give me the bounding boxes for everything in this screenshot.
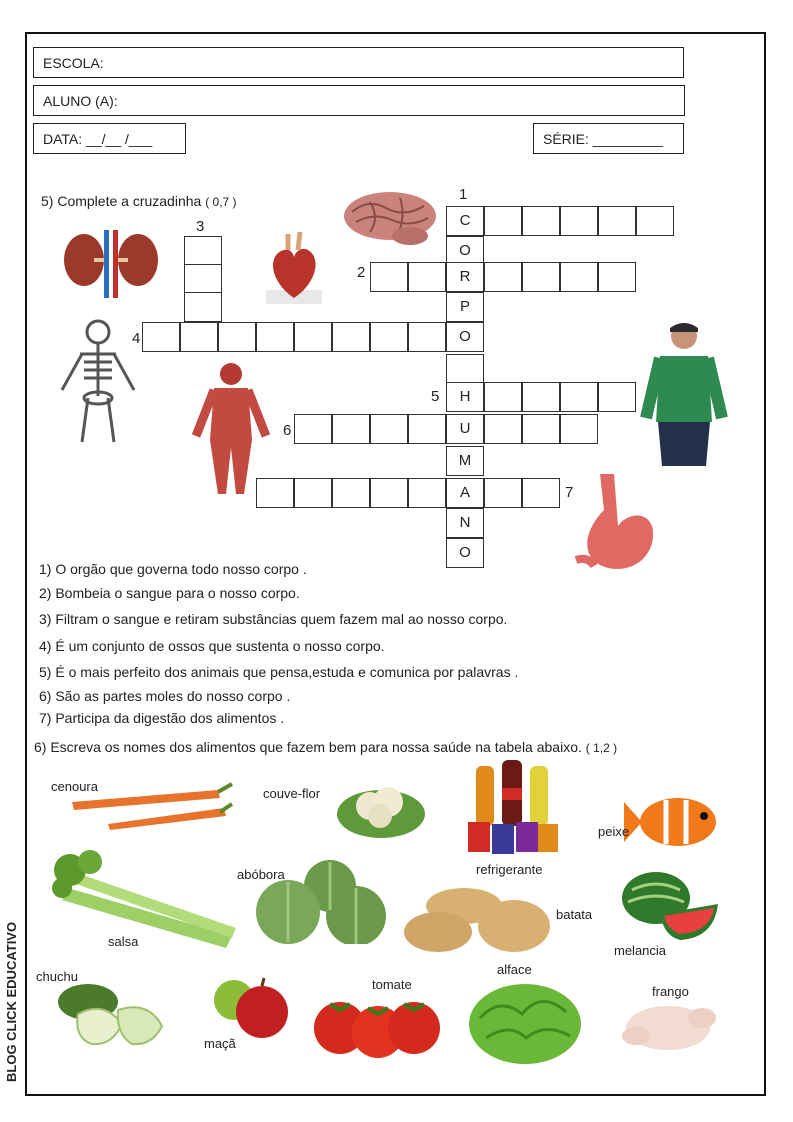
- grid-cell-3-0[interactable]: [184, 236, 222, 266]
- clue-number-6: 6: [283, 422, 292, 439]
- clue-3: 3) Filtram o sangue e retiram substâncias quem fazem mal ao nosso corpo.: [39, 611, 508, 627]
- grid-cell-word-11[interactable]: O: [446, 538, 484, 568]
- school-label: ESCOLA:: [43, 55, 104, 71]
- grid-cell-word-3[interactable]: P: [446, 292, 484, 322]
- grid-cell-word-9[interactable]: A: [446, 478, 484, 508]
- clue-number-3: 3: [196, 218, 205, 235]
- kidneys-image: [60, 228, 162, 300]
- grid-cell-1-5[interactable]: [636, 206, 674, 236]
- grid-cell-3-2[interactable]: [184, 292, 222, 322]
- grid-cell-4-6[interactable]: [218, 322, 256, 352]
- grid-cell-4-7[interactable]: [180, 322, 218, 352]
- date-label: DATA: __/__ /___: [43, 131, 153, 147]
- muscles-image: [192, 360, 270, 498]
- grid-cell-5-3[interactable]: [560, 382, 598, 412]
- grade-label: SÉRIE: _________: [543, 131, 663, 147]
- food-label-peixe: peixe: [598, 824, 630, 839]
- school-field[interactable]: [33, 47, 684, 78]
- grid-cell-7-l2[interactable]: [370, 478, 408, 508]
- clue-6: 6) São as partes moles do nosso corpo .: [39, 688, 291, 704]
- grid-cell-1-4[interactable]: [598, 206, 636, 236]
- food-label-cenoura: cenoura: [51, 779, 98, 794]
- food-label-refrigerante: refrigerante: [476, 862, 543, 877]
- grid-cell-2-2[interactable]: [522, 262, 560, 292]
- fish-image: [622, 788, 726, 854]
- food-label-batata: batata: [556, 907, 593, 922]
- grid-cell-4-3[interactable]: [332, 322, 370, 352]
- heart-image: [262, 228, 326, 308]
- grid-cell-6-l1[interactable]: [408, 414, 446, 444]
- chayote-image: [56, 980, 166, 1050]
- grid-cell-6-r3[interactable]: [560, 414, 598, 444]
- date-field[interactable]: [33, 123, 186, 154]
- cauliflower-image: [334, 778, 428, 840]
- stomach-image: [568, 470, 660, 574]
- potato-image: [402, 884, 554, 956]
- celery-image: [48, 848, 242, 954]
- grid-cell-4-2[interactable]: [370, 322, 408, 352]
- grid-cell-4-8[interactable]: [142, 322, 180, 352]
- skeleton-image: [52, 318, 140, 446]
- grid-cell-3-1[interactable]: [184, 264, 222, 294]
- grade-field[interactable]: [533, 123, 684, 154]
- grid-cell-2-1[interactable]: [484, 262, 522, 292]
- grid-cell-5-2[interactable]: [522, 382, 560, 412]
- grid-cell-word-6[interactable]: H: [446, 382, 484, 412]
- grid-cell-word-1[interactable]: O: [446, 236, 484, 266]
- clue-7: 7) Participa da digestão dos alimentos .: [39, 710, 285, 726]
- grid-cell-7-l3[interactable]: [332, 478, 370, 508]
- grid-cell-6-r2[interactable]: [522, 414, 560, 444]
- tomato-image: [312, 994, 442, 1058]
- student-label: ALUNO (A):: [43, 93, 118, 109]
- grid-cell-7-l4[interactable]: [294, 478, 332, 508]
- grid-cell-word-10[interactable]: N: [446, 508, 484, 538]
- food-label-abobora: abóbora: [237, 867, 285, 882]
- food-label-frango: frango: [652, 984, 689, 999]
- grid-cell-7-r2[interactable]: [522, 478, 560, 508]
- clue-4: 4) É um conjunto de ossos que sustenta o nosso corpo.: [39, 638, 385, 654]
- food-label-maca: maçã: [204, 1036, 236, 1051]
- watermelon-image: [620, 870, 720, 942]
- clue-number-5: 5: [431, 388, 440, 405]
- student-field[interactable]: [33, 85, 685, 116]
- grid-cell-word-4[interactable]: O: [446, 322, 484, 352]
- grid-cell-4-5[interactable]: [256, 322, 294, 352]
- question-6-points: ( 1,2 ): [585, 741, 618, 755]
- grid-cell-2-4[interactable]: [598, 262, 636, 292]
- question-5-points: ( 0,7 ): [205, 195, 237, 209]
- blog-watermark: BLOG CLICK EDUCATIVO: [4, 921, 19, 1082]
- man-image: [640, 318, 728, 468]
- grid-cell-5-1[interactable]: [484, 382, 522, 412]
- food-label-alface: alface: [497, 962, 532, 977]
- grid-cell-6-r1[interactable]: [484, 414, 522, 444]
- clue-number-2: 2: [357, 264, 366, 281]
- grid-cell-4-4[interactable]: [294, 322, 332, 352]
- grid-cell-2--1[interactable]: [408, 262, 446, 292]
- clue-number-1: 1: [459, 186, 468, 203]
- food-label-salsa: salsa: [108, 934, 139, 949]
- clue-number-4: 4: [132, 330, 141, 347]
- grid-cell-word-7[interactable]: U: [446, 414, 484, 444]
- question-5-title: 5) Complete a cruzadinha ( 0,7 ): [41, 193, 237, 209]
- grid-cell-1-1[interactable]: [484, 206, 522, 236]
- clue-1: 1) O orgão que governa todo nosso corpo .: [39, 561, 307, 577]
- apple-image: [206, 976, 292, 1038]
- grid-cell-7-r1[interactable]: [484, 478, 522, 508]
- grid-cell-word-0[interactable]: C: [446, 206, 484, 236]
- grid-cell-2--2[interactable]: [370, 262, 408, 292]
- food-label-melancia: melancia: [614, 943, 667, 958]
- clue-5: 5) É o mais perfeito dos animais que pensa,estuda e comunica por palavras .: [39, 664, 519, 680]
- grid-cell-1-2[interactable]: [522, 206, 560, 236]
- grid-cell-6-l3[interactable]: [332, 414, 370, 444]
- soda-image: [464, 758, 562, 858]
- grid-cell-4-1[interactable]: [408, 322, 446, 352]
- grid-cell-2-3[interactable]: [560, 262, 598, 292]
- grid-cell-word-8[interactable]: M: [446, 446, 484, 476]
- grid-cell-6-l4[interactable]: [294, 414, 332, 444]
- clue-2: 2) Bombeia o sangue para o nosso corpo.: [39, 585, 300, 601]
- grid-cell-1-3[interactable]: [560, 206, 598, 236]
- food-label-couve-flor: couve-flor: [263, 786, 321, 801]
- clue-number-7: 7: [565, 484, 574, 501]
- grid-cell-7-l1[interactable]: [408, 478, 446, 508]
- grid-cell-word-2[interactable]: R: [446, 262, 484, 292]
- lettuce-image: [466, 976, 584, 1066]
- food-label-chuchu: chuchu: [36, 969, 78, 984]
- grid-cell-word-5[interactable]: [446, 354, 484, 384]
- food-label-tomate: tomate: [372, 977, 412, 992]
- chicken-image: [618, 998, 720, 1052]
- question-6-title: 6) Escreva os nomes dos alimentos que fazem bem para nossa saúde na tabela abaixo. ( 1,2 ): [34, 739, 618, 755]
- brain-image: [340, 188, 440, 250]
- grid-cell-5-4[interactable]: [598, 382, 636, 412]
- grid-cell-6-l2[interactable]: [370, 414, 408, 444]
